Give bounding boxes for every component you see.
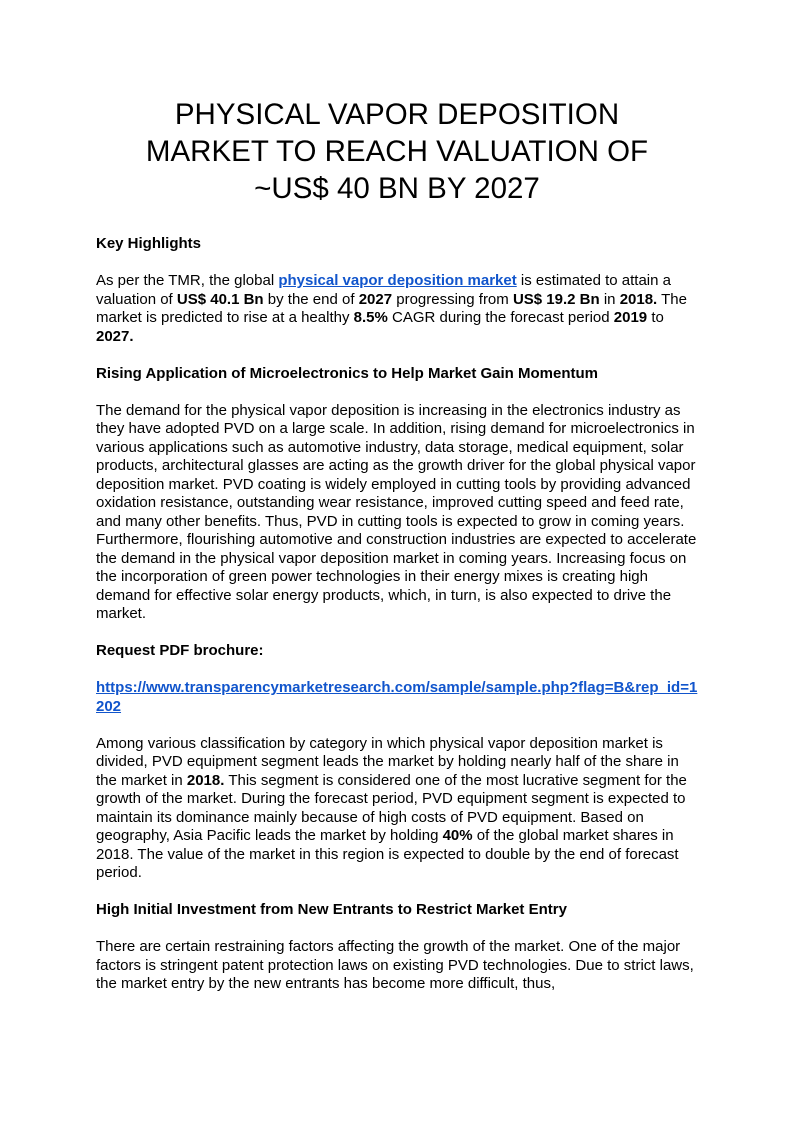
- request-pdf-heading: Request PDF brochure:: [96, 642, 264, 659]
- document-body: [96, 235, 700, 1012]
- bold-value: 2027: [358, 290, 393, 308]
- bold-value: 2018.: [186, 771, 225, 789]
- key-highlights-heading: Key Highlights: [96, 235, 202, 252]
- pvd-market-link[interactable]: physical vapor deposition market: [278, 272, 517, 289]
- title-line-2: MARKET TO REACH VALUATION OF: [145, 135, 649, 168]
- classification-paragraph: [96, 735, 700, 883]
- text-span: progressing from: [392, 290, 513, 308]
- text-span: of the global market shares in 2018. The value of the market in this region is expected to double by the end of forecast period.: [96, 827, 679, 881]
- bold-value: US$ 40.1 Bn: [176, 290, 264, 308]
- text-span: CAGR during the forecast period: [387, 309, 614, 326]
- bold-value: 2027.: [96, 327, 134, 345]
- request-pdf-link[interactable]: https://www.transparencymarketresearch.com/sample/sample.php?flag=B&rep_id=1202: [96, 679, 698, 715]
- title-line-3: ~US$ 40 BN BY 2027: [254, 172, 540, 205]
- high-initial-investment-paragraph: There are certain restraining factors affecting the growth of the market. One of the major factors is stringent patent protection laws on existing PVD technologies. Due to strict laws, the market entry by the new entrants has become more difficult, thus,: [96, 938, 694, 992]
- bold-value: 2019: [613, 309, 648, 326]
- text-span: Among various classification by category in which physical vapor deposition market is divided, PVD equipment segment leads the market by holding nearly half of the share in the market in: [96, 734, 679, 789]
- rising-application-paragraph: The demand for the physical vapor deposition is increasing in the electronics industry as they have adopted PVD on a large scale. In addition, rising demand for microelectronics in various applications such as automotive industry, data storage, medical equipment, solar products, architectural glasses are acting as the growth driver for the global physical vapor deposition market. PVD coating is widely employed in cutting tools by providing advanced oxidation resistance, outstanding wear resistance, improved cutting speed and feed rate, and many other benefits. Thus, PVD in cutting tools is expected to grow in coming years. Furthermore, flourishing automotive and construction industries are expected to accelerate the demand in the physical vapor deposition market in coming years. Increasing focus on the incorporation of green power technologies in their energy mixes is creating high demand for effective solar energy products, which, in turn, is also expected to drive the market.: [96, 401, 697, 622]
- request-pdf-url-paragraph: [96, 679, 700, 716]
- bold-value: 2018.: [619, 290, 658, 308]
- text-span: is estimated to attain a valuation of: [96, 272, 671, 308]
- text-span: The market is predicted to rise at a healthy: [96, 290, 687, 326]
- key-highlights-paragraph: [96, 272, 700, 346]
- text-span: by the end of: [263, 290, 359, 308]
- bold-value: 40%: [442, 827, 473, 844]
- bold-value: US$ 19.2 Bn: [512, 290, 600, 308]
- text-span: This segment is considered one of the most lucrative segment for the growth of the market. During the forecast period, PVD equipment segment is expected to maintain its dominance mainly because of high costs of PVD equipment. Based on geography, Asia Pacific leads the market by holding: [96, 771, 687, 844]
- text-span: As per the TMR, the global: [96, 272, 279, 289]
- text-span: in: [599, 290, 620, 308]
- text-span: to: [647, 309, 664, 326]
- rising-application-heading: Rising Application of Microelectronics to Help Market Gain Momentum: [96, 364, 599, 382]
- page-title: [96, 96, 698, 207]
- title-line-1: PHYSICAL VAPOR DEPOSITION: [174, 98, 620, 131]
- high-initial-investment-heading: High Initial Investment from New Entrants to Restrict Market Entry: [96, 901, 567, 918]
- bold-value: 8.5%: [353, 309, 388, 326]
